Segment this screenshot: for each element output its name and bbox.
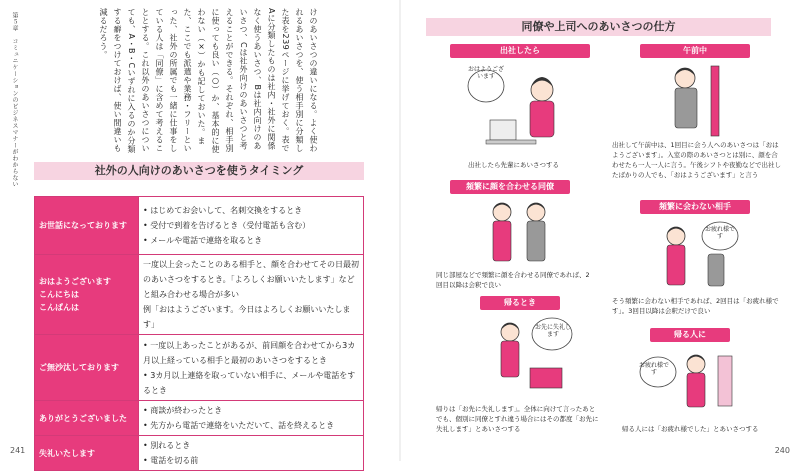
scene-caption: そう頻繁に会わない相手であれば、2回目は「お疲れ様です」。3回目以降は会釈だけで良い <box>612 297 779 315</box>
usage-item: 一度以上あったことがあるが、前回顔を合わせてから3カ月以上経っている相手と最初のあいさつをするとき <box>143 340 356 365</box>
usage-item: 一度以上会ったことのある相手と、顔を合わせてその日最初のあいさつをするとき。「よろしくお願いいたします」などと組み合わせる場合が多い <box>143 260 359 299</box>
left-page <box>0 0 400 465</box>
usage-cell: • 商談が終わったとき • 先方から電話で連絡をいただいて、話を終えるとき <box>139 401 364 436</box>
scene-label: 午前中 <box>640 44 750 58</box>
greeting-table <box>34 196 364 471</box>
scene-caption: 同じ部屋などで頻繁に顔を合わせる同僚であれば、2回目以降は会釈で良い <box>436 271 590 289</box>
speech-bubble: お疲れ様です <box>638 362 669 376</box>
scene-label: 帰る人に <box>650 328 730 342</box>
phrase-cell: ありがとうございました <box>35 401 139 436</box>
usage-item: 別れるとき <box>150 441 191 450</box>
phrase-cell <box>35 255 139 335</box>
phrase-cell: お世話になっております <box>35 197 139 255</box>
table-row <box>35 335 364 401</box>
usage-item: 受付で到着を告げるとき（受付電話も含む） <box>150 221 311 230</box>
phrase-text: おはようございます こんにちは こんばんは <box>39 277 111 312</box>
page-number: 240 <box>774 446 790 455</box>
table-row <box>35 401 364 436</box>
colleague-illustration <box>480 196 560 268</box>
body-text: けのあいさつの違いになる。よく使われるあいさつを、使う相手別に分類した表を239ページに挙げておく。表でAに分類したものは社内・社外に関係なく使うあいさつ、Bは社内向けのあいさつ、Cは社外向けのあいさつと考えることができる。それぞれ、相手別に使っても良い（○）か、基本的に使わない（×）かも記しておいた。また、ここでも派遣や業務・フリーといった、社外の所属でも一緒に仕事をしている人は「同僚」に含めて考えることとする。これ以外のあいさつについても、A・B・Cいずれに入るのか分類する癖をつけておけば、使い間違いも減るだろう。 <box>99 8 318 154</box>
scene-label: 頻繁に会わない相手 <box>640 200 750 214</box>
section-title: 社外の人向けのあいさつを使うタイミング <box>34 162 364 180</box>
usage-cell: • 一度以上あったことがあるが、前回顔を合わせてから3カ月以上経っている相手と最初のあいさつをするとき • 3カ月以上連絡を取っていない相手に、メールや電話をするとき <box>139 335 364 401</box>
usage-item: 3カ月以上連絡を取っていない相手に、メールや電話をするとき <box>143 370 356 395</box>
table-row <box>35 436 364 471</box>
right-page <box>400 0 800 461</box>
scene-caption: 帰る人には「お疲れ様でした」とあいさつする <box>622 425 759 433</box>
farewell-illustration <box>636 346 746 416</box>
scene-label: 出社したら <box>450 44 590 58</box>
scene-caption: 帰りは「お先に失礼します」。全体に向けて言ったあとでも、個別に同僚とすれ違う場合にはその都度「お先に失礼します」とあいさつする <box>436 405 599 433</box>
table-row <box>35 255 364 335</box>
usage-item: 先方から電話で連絡をいただいて、話を終えるとき <box>150 421 335 430</box>
scene-label: 帰るとき <box>480 296 560 310</box>
table-row <box>35 197 364 255</box>
usage-cell: • はじめてお会いして、名刺交換をするとき • 受付で到着を告げるとき（受付電話も含む） • メールや電話で連絡を取るとき <box>139 197 364 255</box>
scene-label: 頻繁に顔を合わせる同僚 <box>450 180 570 194</box>
usage-item: 例「おはようございます。今日はよろしくお願いいたします」 <box>143 305 351 329</box>
usage-item: はじめてお会いして、名刺交換をするとき <box>150 206 303 215</box>
morning-illustration <box>655 60 745 140</box>
page-number: 241 <box>10 446 26 455</box>
usage-cell <box>139 255 364 335</box>
scene-caption: 出社したら先輩にあいさつする <box>468 161 559 169</box>
speech-bubble: おはようございます <box>468 66 505 80</box>
speech-bubble: お疲れ様です <box>704 226 735 240</box>
usage-item: メールや電話で連絡を取るとき <box>150 236 263 245</box>
right-title: 同僚や上司へのあいさつの仕方 <box>426 18 771 36</box>
chapter-tag: 第５章 コミュニケーションのビジネスマナーがわからない <box>11 12 18 188</box>
scene-caption: 出社して午前中は、1回目に会う人へのあいさつは「おはようございます」。入室の際のあいさつとは別に、顔を合わせたら一人一人に言う。午後シフトや夜勤などで出社したばかりの人でも、「おはようございます」と言う <box>612 141 781 179</box>
usage-cell: • 別れるとき • 電話を切る前 <box>139 436 364 471</box>
phrase-cell: ご無沙汰しております <box>35 335 139 401</box>
phrase-cell: 失礼いたします <box>35 436 139 471</box>
usage-item: 商談が終わったとき <box>150 406 223 415</box>
speech-bubble: お先に失礼します <box>534 324 571 338</box>
usage-item: 電話を切る前 <box>150 456 199 465</box>
